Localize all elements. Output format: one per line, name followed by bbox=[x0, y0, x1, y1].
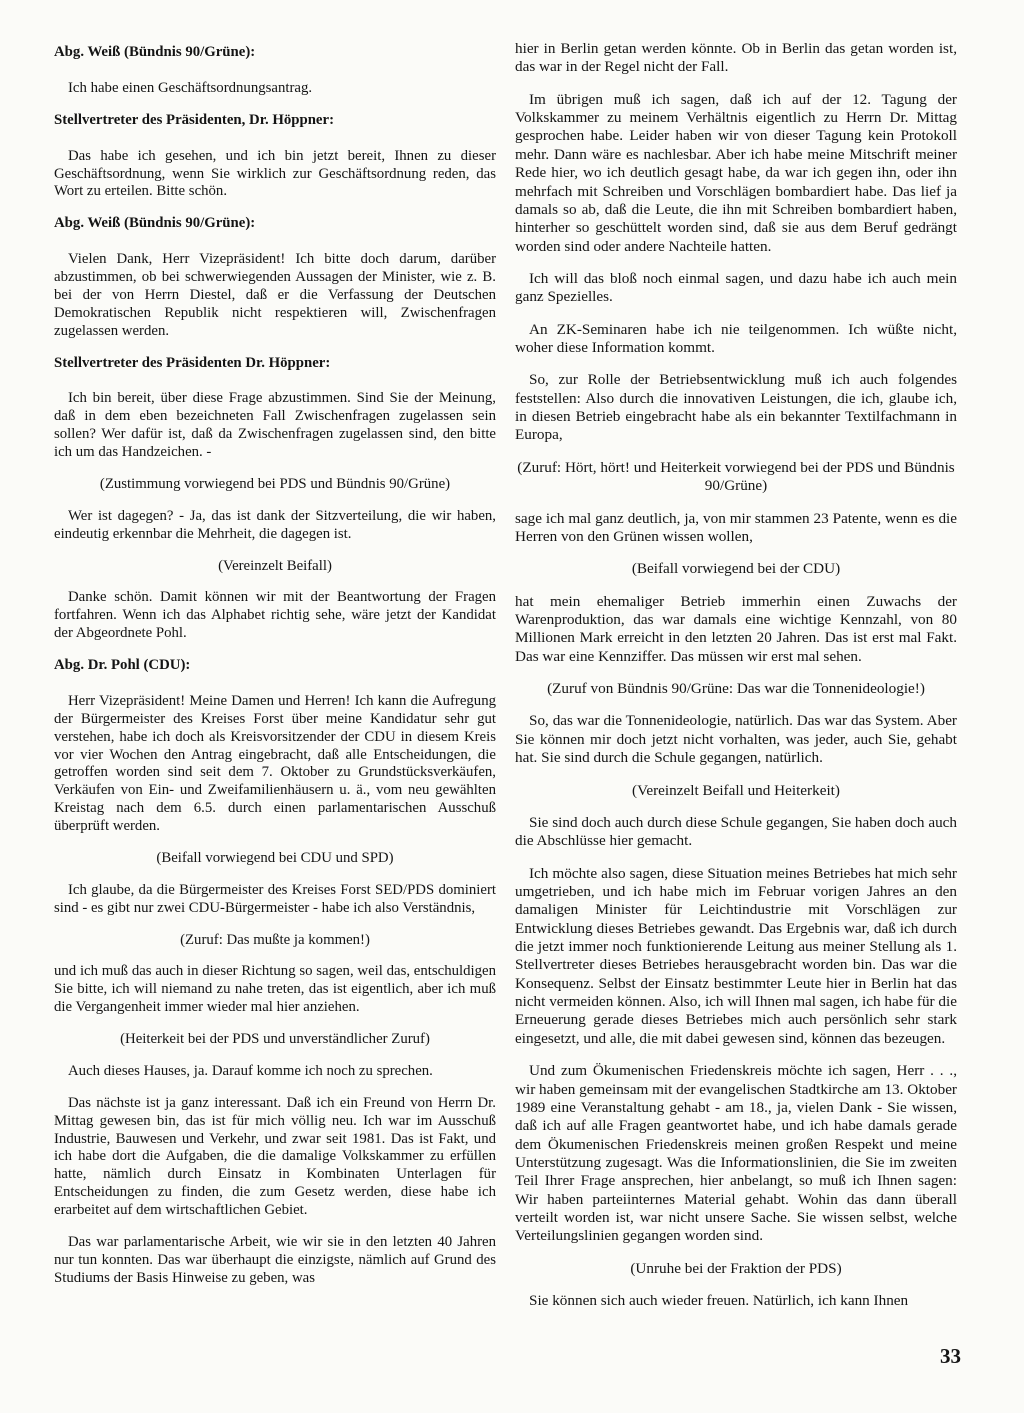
paragraph: Auch dieses Hauses, ja. Darauf komme ich noch zu sprechen. bbox=[68, 1062, 433, 1079]
paragraph: hier in Berlin getan werden könnte. Ob in Berlin das getan worden ist, das war in der Regel nicht der Fall. bbox=[515, 40, 957, 76]
paragraph: Ich glaube, da die Bürgermeister des Kreises Forst SED/PDS dominiert sind - es gibt nur zwei CDU-Bürgermeister - habe ich also Verständnis, bbox=[54, 881, 496, 916]
paragraph: Das nächste ist ja ganz interessant. Daß ich ein Freund von Herrn Dr. Mittag gewesen bin, das ist für mich völlig neu. Ich war im Ausschuß Industrie, Bauwesen und Verkehr, und zwar seit 1981. Das ist Fakt, und ich habe dort die Aufgaben, die die damalige Volkskammer zu erfüllen hatte, nämlich durch Einsatz in Kombinaten Unterlagen für Entscheidungen zu finden, die zum Gesetz werden, diese habe ich erarbeitet auf dem wirtschaftlichen Gebiet. bbox=[54, 1094, 496, 1218]
interjection: (Zustimmung vorwiegend bei PDS und Bündnis 90/Grüne) bbox=[99, 475, 451, 492]
interjection: (Unruhe bei der Fraktion der PDS) bbox=[630, 1259, 842, 1277]
paragraph: So, das war die Tonnenideologie, natürlich. Das war das System. Aber Sie können mir doch jetzt nicht vorhalten, was jeder, auch Sie, gehabt hat. Sie sind durch die Schule gegangen, natürlich. bbox=[515, 712, 957, 767]
paragraph: Sie können sich auch wieder freuen. Natürlich, ich kann Ihnen bbox=[529, 1292, 909, 1310]
interjection: (Vereinzelt Beifall und Heiterkeit) bbox=[632, 781, 840, 799]
speaker-heading: Abg. Dr. Pohl (CDU): bbox=[54, 657, 191, 673]
paragraph: Vielen Dank, Herr Vizepräsident! Ich bitte doch darum, darüber abzustimmen, ob bei schwerwiegenden Aussagen der Minister, wie z. B. bei der von Herrn Diestel, daß er die Verfassung der Deutschen Demokratischen Republik nicht respektieren will, Zwischenfragen zugelassen werden. bbox=[54, 251, 496, 339]
interjection: (Heiterkeit bei der PDS und unverständlicher Zuruf) bbox=[120, 1031, 430, 1047]
page-number: 33 bbox=[940, 1344, 961, 1368]
speaker-heading: Stellvertreter des Präsidenten Dr. Höppner: bbox=[54, 354, 331, 371]
interjection: (Beifall vorwiegend bei CDU und SPD) bbox=[156, 849, 394, 866]
interjection: (Vereinzelt Beifall) bbox=[218, 557, 332, 574]
paragraph: Danke schön. Damit können wir mit der Beantwortung der Fragen fortfahren. Wenn ich das Alphabet richtig sehe, wäre jetzt der Kandidat der Abgeordnete Pohl. bbox=[54, 589, 496, 642]
paragraph: Ich bin bereit, über diese Frage abzustimmen. Sind Sie der Meinung, daß in dem eben bezeichneten Fall Zwischenfragen zugelassen sein sollen? Wer dafür ist, daß da Zwischenfragen zugelassen sind, den bitte ich um das Handzeichen. - bbox=[54, 390, 496, 460]
paragraph: hat mein ehemaliger Betrieb immerhin einen Zuwachs der Warenproduktion, das war damals eine wichtige Kennzahl, von 80 Millionen Mark erreicht in den letzten 20 Jahren. Das ist erst mal Fakt. Das war eine Kennziffer. Das müssen wir erst mal sehen. bbox=[515, 592, 957, 665]
left-column bbox=[54, 44, 496, 1302]
interjection: (Zuruf: Das mußte ja kommen!) bbox=[180, 931, 370, 948]
right-column bbox=[515, 40, 957, 1324]
paragraph: Im übrigen muß ich sagen, daß ich auf der 12. Tagung der Volkskammer zu meinem Verhältnis eigentlich zu Herrn Dr. Mittag gesprochen habe. Leider haben wir von dieser Tagung kein Protokoll mehr. Dann wäre es nachlesbar. Aber ich habe meine Mitschrift meiner Rede hier, wo ich deutlich gesagt habe, da war ich gegen ihn, oder ihn mehrfach mit Schreiben und Vorschlägen bombardiert habe. Das lief ja damals so ab, daß die Leute, die ihn mit Schreiben bombardiert haben, hinterher so geschüttelt worden sind, daß sie aus dem Beruf gedrängt worden sind oder andere Nachteile hatten. bbox=[515, 90, 957, 255]
paragraph: sage ich mal ganz deutlich, ja, von mir stammen 23 Patente, wenn es die Herren von den Grünen wissen wollen, bbox=[515, 509, 957, 545]
paragraph: So, zur Rolle der Betriebsentwicklung muß ich auch folgendes feststellen: Also durch die innovativen Leistungen, die ich, glaube ich, in diesen Betrieb eingebracht habe als ein bekannter Textilfachmann in Europa, bbox=[515, 371, 957, 444]
interjection: (Beifall vorwiegend bei der CDU) bbox=[631, 560, 841, 578]
paragraph: Das habe ich gesehen, und ich bin jetzt bereit, Ihnen zu dieser Geschäftsordnung, wenn Sie wirklich zur Geschäftsordnung reden, das Wort zu erteilen. Bitte schön. bbox=[54, 147, 496, 200]
speaker-heading: Abg. Weiß (Bündnis 90/Grüne): bbox=[54, 44, 256, 60]
paragraph: Ich will das bloß noch einmal sagen, und dazu habe ich auch mein ganz Spezielles. bbox=[515, 269, 957, 306]
interjection: (Zuruf von Bündnis 90/Grüne: Das war die Tonnenideologie!) bbox=[547, 680, 925, 698]
paragraph: An ZK-Seminaren habe ich nie teilgenommen. Ich wüßte nicht, woher diese Information kommt. bbox=[515, 320, 957, 357]
speaker-heading: Abg. Weiß (Bündnis 90/Grüne): bbox=[54, 215, 256, 232]
paragraph: Wer ist dagegen? - Ja, das ist dank der Sitzverteilung, die wir haben, eindeutig erkennbar die Mehrheit, die dagegen ist. bbox=[54, 507, 496, 542]
paragraph: Ich habe einen Geschäftsordnungsantrag. bbox=[68, 79, 313, 96]
interjection: (Zuruf: Hört, hört! und Heiterkeit vorwiegend bei der PDS und Bündnis 90/Grüne) bbox=[517, 458, 955, 495]
speaker-heading: Stellvertreter des Präsidenten, Dr. Höppner: bbox=[54, 111, 334, 128]
paragraph: Ich möchte also sagen, diese Situation meines Betriebes hat mich sehr umgetrieben, und ich habe mich im Februar vorigen Jahres an den damaligen Minister für Leichtindustrie mit Vorschlägen zur Entwicklung dieses Betriebes gewandt. Das Ergebnis war, daß ich durch die jetzt immer noch funktionierende Leitung aus meiner Stellung als 1. Stellvertreter dieses Betriebes herausgebracht worden bin. Das war die Konsequenz. Selbst der Einsatz bestimmter Leute hier in Berlin hat das nicht vermeiden können. Also, ich will Ihnen mal sagen, ich habe für die Erneuerung gerade dieses Betriebes mich auch persönlich sehr stark eingesetzt, und alle, die mit dabei gewesen sind, können das bezeugen. bbox=[515, 864, 957, 1047]
paragraph: Das war parlamentarische Arbeit, wie wir sie in den letzten 40 Jahren nur tun konnten. Das war überhaupt die einzigste, nämlich auf Grund des Studiums der Basis Hinweise zu geben, was bbox=[54, 1233, 496, 1286]
paragraph: Sie sind doch auch durch diese Schule gegangen, Sie haben doch auch die Abschlüsse hier gemacht. bbox=[515, 813, 957, 850]
paragraph: Und zum Ökumenischen Friedenskreis möchte ich sagen, Herr . . ., wir haben gemeinsam mit der evangelischen Stadtkirche am 13. Oktober 1989 eine Veranstaltung gehabt - am 18., ja, vielen Dank - Sie wissen, daß ich auf alle Fragen geantwortet habe, und ich habe damals gerade dem Ökumenischen Friedenskreis meinen großen Respekt und meine Unterstützung zugesagt. Was die Informationslinien, die Sie im zweiten Teil Ihrer Frage ansprechen, hier anbelangt, so muß ich Ihnen sagen: Wir haben parteiinternes Material gehabt. Wohin das dann überall verteilt worden ist, war nicht unsere Sache. Sie wissen selbst, welche Verteilungslinien gegangen worden sind. bbox=[515, 1062, 957, 1245]
paragraph: und ich muß das auch in dieser Richtung so sagen, weil das, entschuldigen Sie bitte, ich will niemand zu nahe treten, das ist eigentlich, aber ich muß die Vergangenheit immer wieder mal hier anziehen. bbox=[54, 963, 496, 1016]
paragraph: Herr Vizepräsident! Meine Damen und Herren! Ich kann die Aufregung der Bürgermeister des Kreises Forst über meine Kandidatur sehr gut verstehen, habe ich doch als Kreisvorsitzender der CDU in diesem Kreis vor vier Wochen den Antrag eingebracht, daß alle Entscheidungen, die getroffen worden sind seit dem 7. Oktober zu Grundstücksverkäufen, Verkäufen von Ein- und Zweifamilienhäusern u. ä., vom neu gewählten Kreistag nach dem 6.5. durch einen parlamentarischen Ausschuß überprüft werden. bbox=[54, 692, 496, 834]
